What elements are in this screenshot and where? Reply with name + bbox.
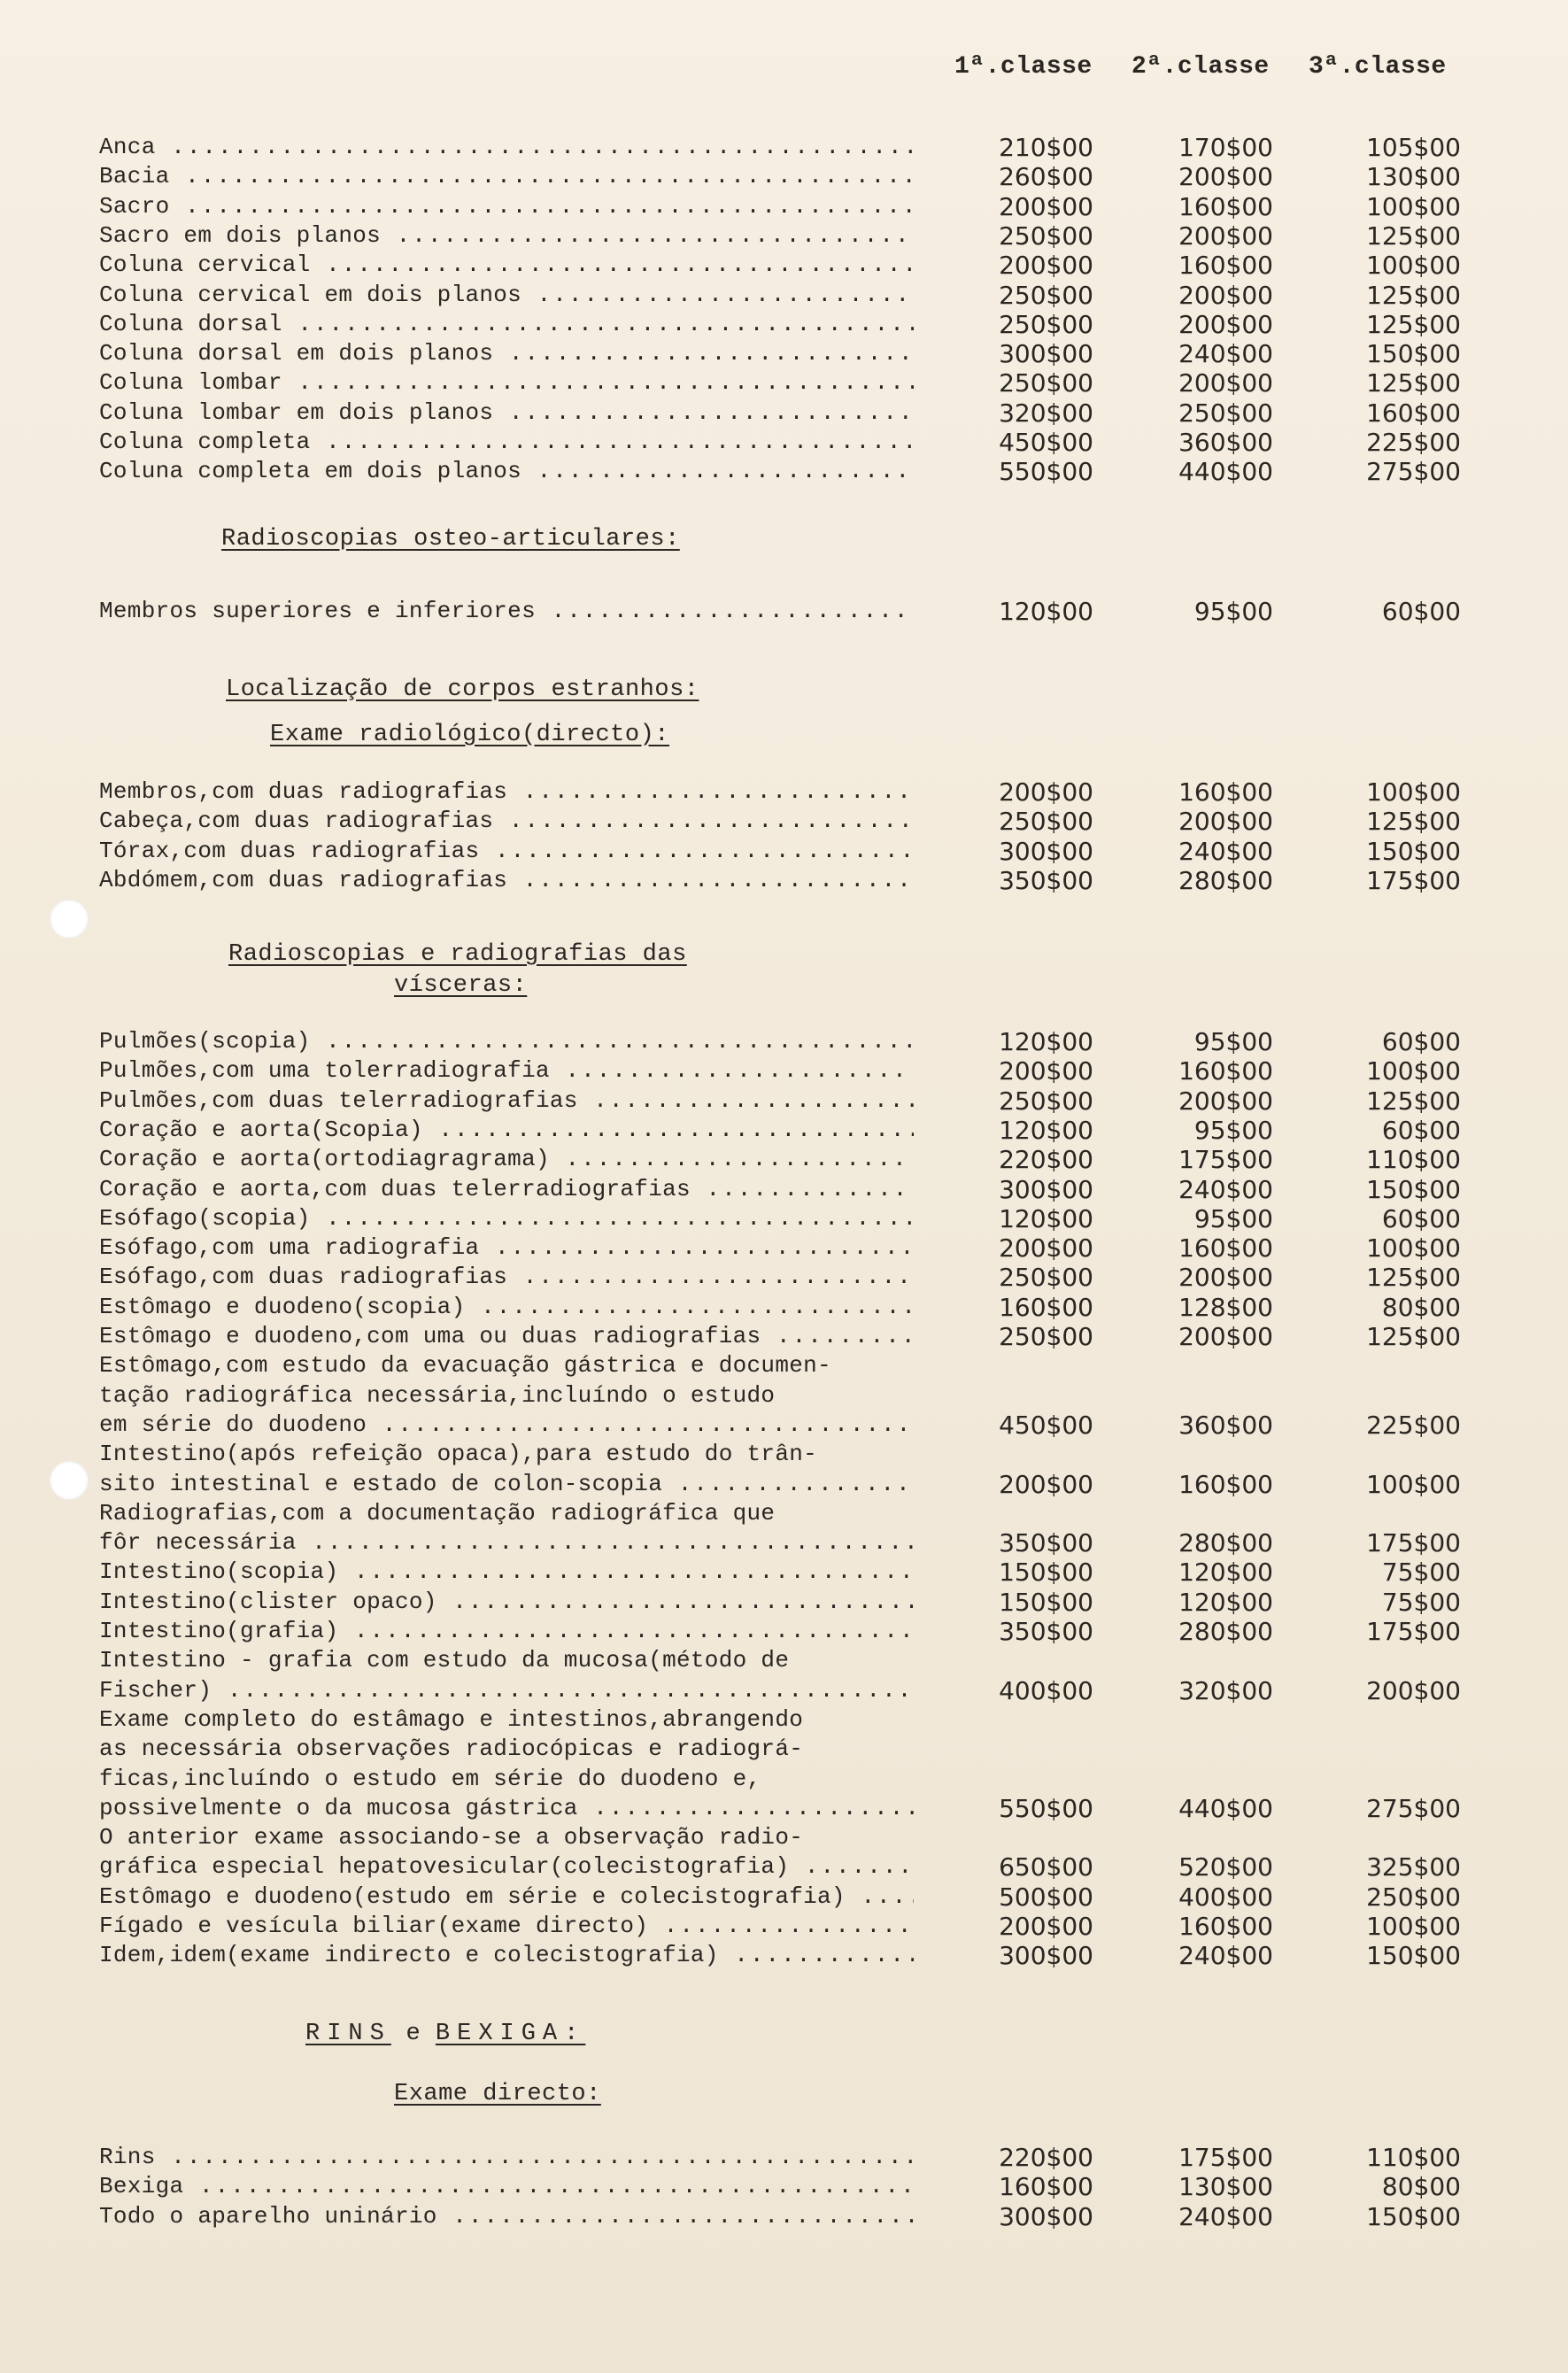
price-class-1: 550$00	[999, 457, 1093, 487]
foreign-heading: Localização de corpos estranhos:	[226, 676, 699, 703]
price-class-3: 125$00	[1366, 220, 1461, 251]
price-class-2: 200$00	[1178, 162, 1273, 192]
price-class-1: 500$00	[999, 1882, 1093, 1912]
price-row-label: Coluna completa em dois planos .....	[99, 457, 914, 486]
price-class-1: 210$00	[999, 133, 1093, 162]
price-row-label: sito intestinal e estado de colon-scopia .....	[99, 1470, 914, 1499]
price-class-3: 75$00	[1381, 1558, 1461, 1588]
price-row-label: Intestino(após refeição opaca),para estudo do trân-	[99, 1441, 818, 1468]
price-class-1: 250$00	[999, 280, 1093, 310]
price-class-2: 200$00	[1178, 220, 1273, 251]
price-class-3: 80$00	[1381, 1292, 1461, 1322]
price-row-label: tação radiográfica necessária,incluíndo o estudo	[99, 1381, 776, 1409]
price-row-label: Coluna completa .....	[99, 428, 914, 457]
price-row-label: Cabeça,com duas radiografias .....	[99, 807, 914, 836]
price-class-2: 130$00	[1178, 2172, 1273, 2202]
price-class-1: 300$00	[999, 339, 1093, 369]
foreign-subheading: Exame radiológico(directo):	[270, 722, 669, 748]
price-class-2: 200$00	[1178, 1263, 1273, 1293]
price-class-3: 100$00	[1366, 1056, 1461, 1086]
price-row-label: Coluna dorsal .....	[99, 310, 914, 339]
price-class-3: 60$00	[1381, 1203, 1461, 1233]
price-row-label: gráfica especial hepatovesicular(colecistografia) .....	[99, 1852, 914, 1882]
price-class-1: 120$00	[999, 1115, 1093, 1145]
price-class-1: 300$00	[999, 2201, 1093, 2231]
price-class-1: 400$00	[999, 1675, 1093, 1705]
price-class-2: 200$00	[1178, 1086, 1273, 1116]
price-row-label: Coluna lombar .....	[99, 368, 914, 398]
price-class-3: 150$00	[1366, 2201, 1461, 2231]
price-class-3: 60$00	[1381, 1115, 1461, 1145]
price-class-1: 350$00	[999, 1617, 1093, 1646]
price-class-1: 200$00	[999, 1469, 1093, 1499]
visceras-heading-2: vísceras:	[394, 972, 528, 999]
price-row-label: Radiografias,com a documentação radiográfica que	[99, 1499, 776, 1527]
price-row-label: Bexiga .....	[99, 2172, 914, 2201]
price-class-2: 175$00	[1178, 1145, 1273, 1175]
price-row-label: Esófago,com uma radiografia .....	[99, 1233, 914, 1263]
rins-subheading: Exame directo:	[394, 2081, 601, 2107]
price-class-3: 225$00	[1366, 1410, 1461, 1440]
price-class-2: 360$00	[1178, 428, 1273, 457]
price-class-1: 450$00	[999, 1410, 1093, 1440]
price-class-2: 160$00	[1178, 1469, 1273, 1499]
price-class-3: 160$00	[1366, 398, 1461, 428]
price-row-label: Intestino - grafia com estudo da mucosa(método de	[99, 1647, 790, 1674]
price-class-3: 60$00	[1381, 597, 1461, 626]
price-row-label: Exame completo do estâmago e intestinos,abrangendo	[99, 1705, 804, 1733]
price-class-2: 200$00	[1178, 368, 1273, 398]
price-class-1: 250$00	[999, 1263, 1093, 1293]
price-row-label: Pulmões,com uma tolerradiografia .....	[99, 1056, 914, 1086]
price-class-3: 100$00	[1366, 1469, 1461, 1499]
price-class-1: 200$00	[999, 1233, 1093, 1264]
price-row-label: Coração e aorta,com duas telerradiografias .....	[99, 1175, 914, 1204]
price-row-label: Estômago e duodeno,com uma ou duas radiografias .....	[99, 1322, 914, 1351]
price-class-1: 550$00	[999, 1793, 1093, 1823]
price-class-1: 320$00	[999, 398, 1093, 428]
price-row-label: Coluna cervical .....	[99, 251, 914, 280]
price-class-3: 100$00	[1366, 1233, 1461, 1264]
price-class-3: 60$00	[1381, 1027, 1461, 1056]
price-class-3: 130$00	[1366, 162, 1461, 192]
price-class-1: 300$00	[999, 1174, 1093, 1204]
price-row-label: Estômago,com estudo da evacuação gástrica e documen-	[99, 1352, 831, 1380]
column-header-3: 3ª.classe	[1309, 53, 1447, 81]
price-class-2: 240$00	[1178, 2201, 1273, 2231]
price-class-1: 350$00	[999, 865, 1093, 895]
price-class-1: 300$00	[999, 1941, 1093, 1971]
price-class-3: 125$00	[1366, 1263, 1461, 1293]
price-class-2: 200$00	[1178, 807, 1273, 837]
price-row-label: Coração e aorta(ortodiagragrama) .....	[99, 1145, 914, 1174]
price-row-label: ficas,incluíndo o estudo em série do duodeno e,	[99, 1765, 761, 1792]
price-class-2: 240$00	[1178, 836, 1273, 866]
price-class-3: 125$00	[1366, 1322, 1461, 1351]
price-class-2: 95$00	[1193, 597, 1273, 626]
price-row-label: Tórax,com duas radiografias .....	[99, 837, 914, 866]
price-class-1: 250$00	[999, 368, 1093, 398]
price-class-1: 150$00	[999, 1587, 1093, 1617]
price-row-label: Esófago,com duas radiografias .....	[99, 1263, 914, 1292]
price-class-2: 160$00	[1178, 1056, 1273, 1086]
rins-heading	[305, 2021, 585, 2047]
price-class-3: 150$00	[1366, 339, 1461, 369]
price-class-2: 520$00	[1178, 1852, 1273, 1882]
price-class-1: 250$00	[999, 1086, 1093, 1116]
price-row-label: Bacia .....	[99, 162, 914, 191]
price-class-1: 220$00	[999, 1145, 1093, 1175]
price-class-2: 250$00	[1178, 398, 1273, 428]
price-row-label: em série do duodeno .....	[99, 1411, 914, 1440]
price-row-label: as necessária observações radiocópicas e radiográ-	[99, 1735, 804, 1763]
price-class-2: 160$00	[1178, 1233, 1273, 1264]
price-class-3: 175$00	[1366, 865, 1461, 895]
price-row-label: Coluna cervical em dois planos .....	[99, 281, 914, 310]
price-class-2: 280$00	[1178, 1528, 1273, 1558]
price-class-1: 200$00	[999, 191, 1093, 221]
price-class-2: 400$00	[1178, 1882, 1273, 1912]
price-class-1: 300$00	[999, 836, 1093, 866]
price-class-2: 280$00	[1178, 1617, 1273, 1646]
price-class-2: 240$00	[1178, 1941, 1273, 1971]
price-row-label: Membros,com duas radiografias .....	[99, 777, 914, 807]
price-class-3: 150$00	[1366, 836, 1461, 866]
price-class-1: 220$00	[999, 2143, 1093, 2172]
price-row-label: fôr necessária .....	[99, 1528, 914, 1558]
price-class-3: 125$00	[1366, 280, 1461, 310]
price-class-1: 350$00	[999, 1528, 1093, 1558]
price-class-2: 95$00	[1193, 1027, 1273, 1056]
rins-heading-e: e	[406, 2021, 421, 2047]
column-header-1: 1ª.classe	[954, 53, 1093, 81]
price-class-3: 200$00	[1366, 1675, 1461, 1705]
price-class-2: 320$00	[1178, 1675, 1273, 1705]
price-row-label: Intestino(grafia) .....	[99, 1617, 914, 1646]
price-class-2: 200$00	[1178, 280, 1273, 310]
price-class-1: 450$00	[999, 428, 1093, 457]
price-class-2: 240$00	[1178, 339, 1273, 369]
price-class-1: 160$00	[999, 1292, 1093, 1322]
price-row-label: Todo o aparelho uninário .....	[99, 2202, 914, 2231]
price-class-3: 175$00	[1366, 1617, 1461, 1646]
price-class-2: 120$00	[1178, 1558, 1273, 1588]
price-class-3: 125$00	[1366, 368, 1461, 398]
price-class-2: 170$00	[1178, 133, 1273, 162]
price-class-2: 120$00	[1178, 1587, 1273, 1617]
price-class-1: 150$00	[999, 1558, 1093, 1588]
price-class-2: 440$00	[1178, 457, 1273, 487]
rins-heading-a: RINS	[305, 2021, 391, 2047]
price-class-3: 100$00	[1366, 251, 1461, 281]
price-row-label: Coluna dorsal em dois planos .....	[99, 339, 914, 368]
price-row-label: Estômago e duodeno(estudo em série e colecistografia) .....	[99, 1882, 914, 1912]
price-class-1: 120$00	[999, 1027, 1093, 1056]
price-class-3: 250$00	[1366, 1882, 1461, 1912]
price-row-label: Intestino(clister opaco) .....	[99, 1588, 914, 1617]
price-row-label: Idem,idem(exame indirecto e colecistografia) .....	[99, 1941, 914, 1970]
price-class-3: 150$00	[1366, 1941, 1461, 1971]
price-class-1: 250$00	[999, 1322, 1093, 1351]
price-class-1: 260$00	[999, 162, 1093, 192]
price-class-2: 440$00	[1178, 1793, 1273, 1823]
price-class-2: 200$00	[1178, 1322, 1273, 1351]
price-class-3: 110$00	[1366, 1145, 1461, 1175]
price-row-label: Estômago e duodeno(scopia) .....	[99, 1293, 914, 1322]
price-class-3: 225$00	[1366, 428, 1461, 457]
price-class-1: 650$00	[999, 1852, 1093, 1882]
column-header-2: 2ª.classe	[1132, 53, 1270, 81]
price-row-label: Esófago(scopia) .....	[99, 1204, 914, 1233]
price-class-3: 80$00	[1381, 2172, 1461, 2202]
rins-heading-b: BEXIGA:	[435, 2021, 586, 2047]
price-class-3: 125$00	[1366, 807, 1461, 837]
price-row-label: Sacro .....	[99, 192, 914, 221]
price-class-1: 250$00	[999, 220, 1093, 251]
price-class-3: 100$00	[1366, 1912, 1461, 1941]
price-class-2: 240$00	[1178, 1174, 1273, 1204]
price-class-3: 125$00	[1366, 1086, 1461, 1116]
price-row-label: O anterior exame associando-se a observação radio-	[99, 1824, 804, 1851]
price-class-3: 125$00	[1366, 309, 1461, 339]
price-class-1: 120$00	[999, 1203, 1093, 1233]
price-class-3: 75$00	[1381, 1587, 1461, 1617]
price-row-label: Coração e aorta(Scopia) .....	[99, 1116, 914, 1145]
price-class-2: 160$00	[1178, 777, 1273, 807]
price-row-label: Pulmões(scopia) .....	[99, 1027, 914, 1056]
punch-hole-top	[50, 900, 89, 939]
price-class-3: 105$00	[1366, 133, 1461, 162]
price-class-2: 160$00	[1178, 251, 1273, 281]
price-class-2: 160$00	[1178, 1912, 1273, 1941]
punch-hole-bottom	[50, 1461, 89, 1500]
price-class-3: 275$00	[1366, 457, 1461, 487]
price-class-2: 95$00	[1193, 1115, 1273, 1145]
price-class-3: 325$00	[1366, 1852, 1461, 1882]
osteo-heading: Radioscopias osteo-articulares:	[221, 526, 680, 553]
price-class-2: 128$00	[1178, 1292, 1273, 1322]
price-class-3: 275$00	[1366, 1793, 1461, 1823]
price-row-label: Membros superiores e inferiores .....	[99, 597, 914, 626]
price-row-label: Rins .....	[99, 2143, 914, 2172]
price-class-2: 280$00	[1178, 865, 1273, 895]
price-class-2: 95$00	[1193, 1203, 1273, 1233]
price-row-label: Fischer) .....	[99, 1676, 914, 1705]
price-class-1: 200$00	[999, 1912, 1093, 1941]
price-class-3: 100$00	[1366, 777, 1461, 807]
price-class-1: 160$00	[999, 2172, 1093, 2202]
price-row-label: Pulmões,com duas telerradiografias .....	[99, 1086, 914, 1116]
price-class-1: 200$00	[999, 251, 1093, 281]
price-row-label: Intestino(scopia) .....	[99, 1558, 914, 1587]
price-class-3: 110$00	[1366, 2143, 1461, 2172]
price-row-label: possivelmente o da mucosa gástrica .....	[99, 1794, 914, 1823]
price-class-2: 200$00	[1178, 309, 1273, 339]
price-class-1: 250$00	[999, 309, 1093, 339]
price-row-label: Sacro em dois planos .....	[99, 221, 914, 251]
price-class-1: 250$00	[999, 807, 1093, 837]
price-row-label: Fígado e vesícula biliar(exame directo) .....	[99, 1912, 914, 1941]
price-class-2: 160$00	[1178, 191, 1273, 221]
price-class-2: 360$00	[1178, 1410, 1273, 1440]
price-row-label: Abdómem,com duas radiografias .....	[99, 866, 914, 895]
price-class-1: 200$00	[999, 1056, 1093, 1086]
price-class-3: 150$00	[1366, 1174, 1461, 1204]
price-class-3: 100$00	[1366, 191, 1461, 221]
price-class-2: 175$00	[1178, 2143, 1273, 2172]
price-row-label: Coluna lombar em dois planos .....	[99, 398, 914, 428]
price-class-1: 200$00	[999, 777, 1093, 807]
price-class-1: 120$00	[999, 597, 1093, 626]
price-class-3: 175$00	[1366, 1528, 1461, 1558]
price-row-label: Anca .....	[99, 133, 914, 162]
visceras-heading: Radioscopias e radiografias das	[228, 941, 687, 968]
